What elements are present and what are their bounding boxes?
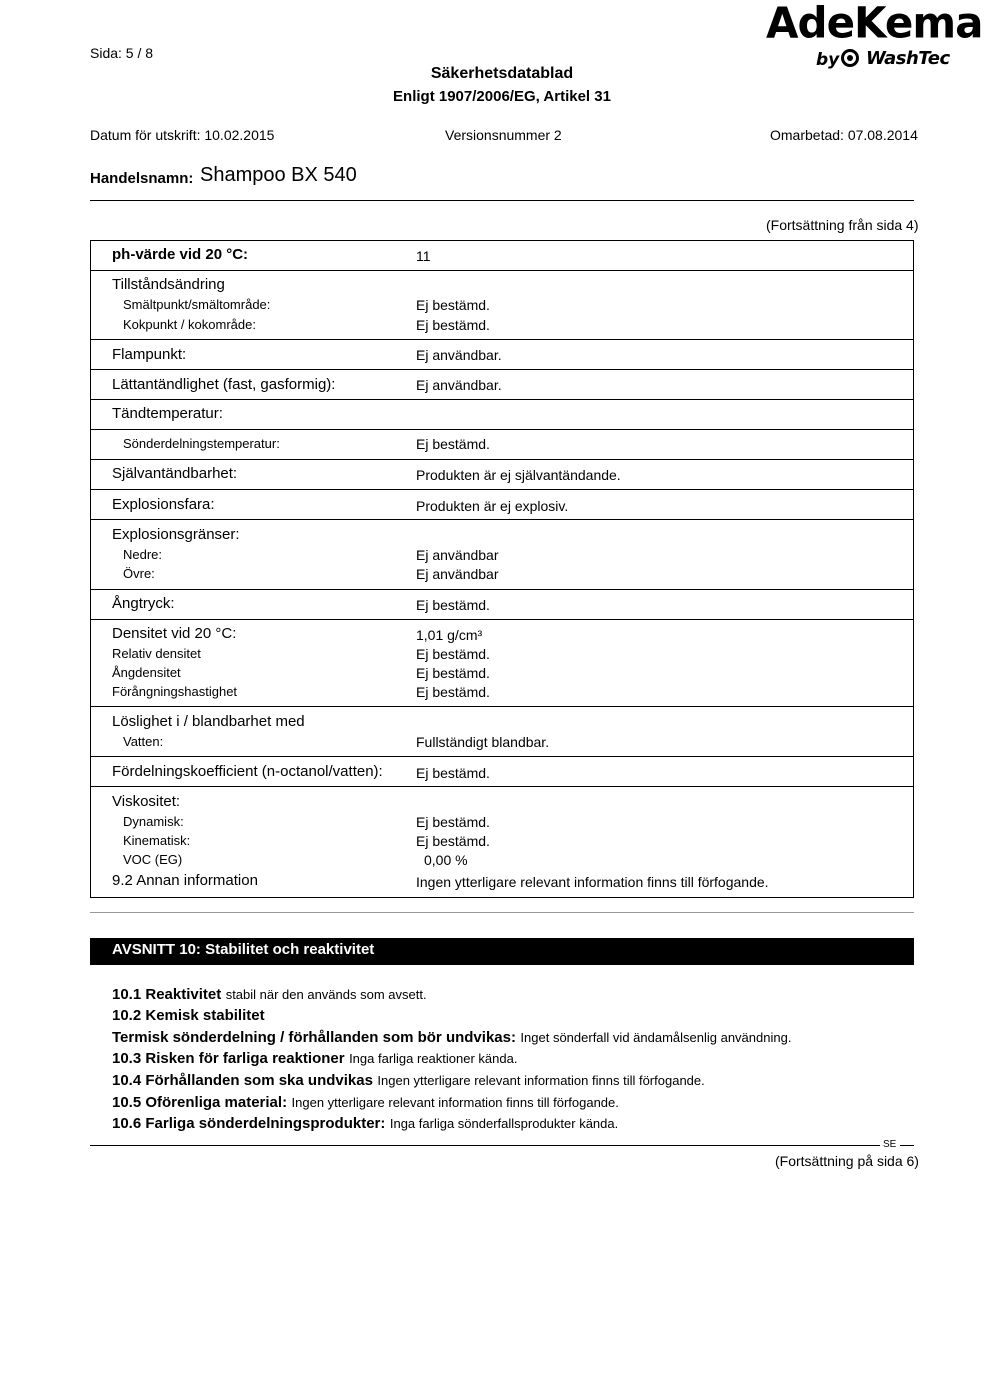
viscosity-label: Viskositet: — [112, 793, 181, 810]
flash-value: Ej användbar. — [416, 347, 502, 363]
trade-name: Shampoo BX 540 — [200, 164, 357, 186]
evaporation-label: Förångningshastighet — [112, 684, 238, 699]
document-title: Säkerhetsdatablad — [430, 65, 574, 82]
melting-value: Ej bestämd. — [416, 297, 490, 313]
decomposition-label: Sönderdelningstemperatur: — [123, 436, 280, 451]
row-divider — [90, 589, 914, 590]
explosion-limits-label: Explosionsgränser: — [112, 526, 240, 543]
vapour-density-label: Ångdensitet — [112, 665, 181, 680]
ignition-label: Tändtemperatur: — [112, 405, 223, 422]
row-divider — [90, 369, 914, 370]
vapour-density-value: Ej bestämd. — [416, 665, 490, 681]
reactivity-value: stabil när den används som avsett. — [225, 987, 427, 1002]
partition-value: Ej bestämd. — [416, 765, 490, 781]
conditions-to-avoid-label: 10.4 Förhållanden som ska undvikas — [112, 1072, 373, 1089]
row-divider — [90, 429, 914, 430]
density-value: 1,01 g/cm³ — [416, 627, 483, 643]
row-divider — [90, 619, 914, 620]
logo-washtec: WashTec — [866, 48, 950, 69]
density-label: Densitet vid 20 °C: — [112, 625, 237, 642]
hazardous-reactions-value: Inga farliga reaktioner kända. — [349, 1051, 518, 1066]
vapour-pressure-value: Ej bestämd. — [416, 597, 490, 613]
flammability-label: Lättantändlighet (fast, gasformig): — [112, 376, 336, 393]
kinematic-label: Kinematisk: — [123, 833, 191, 848]
other-info-value: Ingen ytterligare relevant information finns till förfogande. — [416, 874, 769, 890]
row-divider — [90, 786, 914, 787]
version-number: Versionsnummer 2 — [445, 127, 562, 143]
logo-adekema: AdeKema — [766, 0, 983, 48]
water-value: Fullständigt blandbar. — [416, 734, 550, 750]
footer-divider-right — [900, 1145, 914, 1146]
thermal-decomposition-value: Inget sönderfall vid ändamålsenlig användning. — [520, 1030, 792, 1045]
incompatible-materials-value: Ingen ytterligare relevant information finns till förfogande. — [291, 1095, 619, 1110]
continued-from: (Fortsättning från sida 4) — [766, 217, 919, 233]
section10-header — [90, 938, 914, 965]
self-ignition-value: Produkten är ej självantändande. — [416, 467, 621, 483]
relative-density-label: Relativ densitet — [112, 646, 201, 661]
washtec-circle-icon — [841, 49, 859, 67]
explosion-label: Explosionsfara: — [112, 496, 215, 513]
voc-label: VOC (EG) — [123, 852, 183, 867]
decomposition-products-row — [112, 1115, 618, 1133]
footer-divider-left — [90, 1145, 880, 1146]
evaporation-value: Ej bestämd. — [416, 684, 490, 700]
thermal-decomposition-label: Termisk sönderdelning / förhållanden som bör undvikas: — [112, 1029, 516, 1046]
flash-label: Flampunkt: — [112, 346, 187, 363]
state-change-heading: Tillståndsändring — [112, 276, 225, 293]
reactivity-row — [112, 986, 427, 1004]
document-subtitle: Enligt 1907/2006/EG, Artikel 31 — [393, 88, 611, 105]
ph-label: ph-värde vid 20 °C: — [112, 246, 249, 263]
melting-label: Smältpunkt/smältområde: — [123, 297, 271, 312]
other-info-label: 9.2 Annan information — [112, 872, 258, 889]
logo-by: by — [816, 50, 840, 70]
dynamic-label: Dynamisk: — [123, 814, 184, 829]
trade-name-label: Handelsnamn: — [90, 170, 194, 187]
decomposition-products-value: Inga farliga sönderfallsprodukter kända. — [389, 1116, 619, 1131]
vapour-pressure-label: Ångtryck: — [112, 595, 175, 612]
continued-on: (Fortsättning på sida 6) — [775, 1153, 919, 1169]
relative-density-value: Ej bestämd. — [416, 646, 490, 662]
section-divider — [90, 912, 914, 913]
thermal-decomposition-row — [112, 1029, 791, 1047]
upper-limit-label: Övre: — [123, 566, 155, 581]
row-divider — [90, 756, 914, 757]
page-number: Sida: 5 / 8 — [90, 45, 154, 61]
explosion-value: Produkten är ej explosiv. — [416, 498, 569, 514]
boiling-value: Ej bestämd. — [416, 317, 490, 333]
self-ignition-label: Självantändbarhet: — [112, 465, 238, 482]
decomposition-value: Ej bestämd. — [416, 436, 490, 452]
header-divider — [90, 200, 914, 201]
table-border-top — [90, 240, 914, 241]
row-divider — [90, 706, 914, 707]
conditions-to-avoid-value: Ingen ytterligare relevant information finns till förfogande. — [377, 1073, 705, 1088]
upper-limit-value: Ej användbar — [416, 566, 499, 582]
row-divider — [90, 519, 914, 520]
row-divider — [90, 399, 914, 400]
lower-limit-label: Nedre: — [123, 547, 163, 562]
voc-value: 0,00 % — [424, 852, 468, 868]
print-date: Datum för utskrift: 10.02.2015 — [90, 127, 275, 143]
incompatible-materials-label: 10.5 Oförenliga material: — [112, 1094, 288, 1111]
row-divider — [90, 459, 914, 460]
decomposition-products-label: 10.6 Farliga sönderdelningsprodukter: — [112, 1115, 386, 1132]
chemical-stability-label: 10.2 Kemisk stabilitet — [112, 1007, 265, 1024]
ph-value: 11 — [416, 248, 431, 264]
partition-label: Fördelningskoefficient (n-octanol/vatten): — [112, 763, 383, 780]
section10-title: AVSNITT 10: Stabilitet och reaktivitet — [112, 941, 375, 958]
water-label: Vatten: — [123, 734, 164, 749]
flammability-value: Ej användbar. — [416, 377, 502, 393]
hazardous-reactions-row — [112, 1050, 517, 1068]
row-divider — [90, 489, 914, 490]
boiling-label: Kokpunkt / kokområde: — [123, 317, 256, 332]
conditions-to-avoid-row — [112, 1072, 705, 1090]
table-border-bottom — [90, 897, 914, 898]
dynamic-value: Ej bestämd. — [416, 814, 490, 830]
lower-limit-value: Ej användbar — [416, 547, 499, 563]
row-divider — [90, 270, 914, 271]
reactivity-label: 10.1 Reaktivitet — [112, 986, 222, 1003]
language-code: SE — [883, 1139, 897, 1150]
hazardous-reactions-label: 10.3 Risken för farliga reaktioner — [112, 1050, 345, 1067]
kinematic-value: Ej bestämd. — [416, 833, 490, 849]
revision-date: Omarbetad: 07.08.2014 — [770, 127, 918, 143]
solubility-label: Löslighet i / blandbarhet med — [112, 713, 305, 730]
row-divider — [90, 339, 914, 340]
incompatible-materials-row — [112, 1094, 619, 1112]
